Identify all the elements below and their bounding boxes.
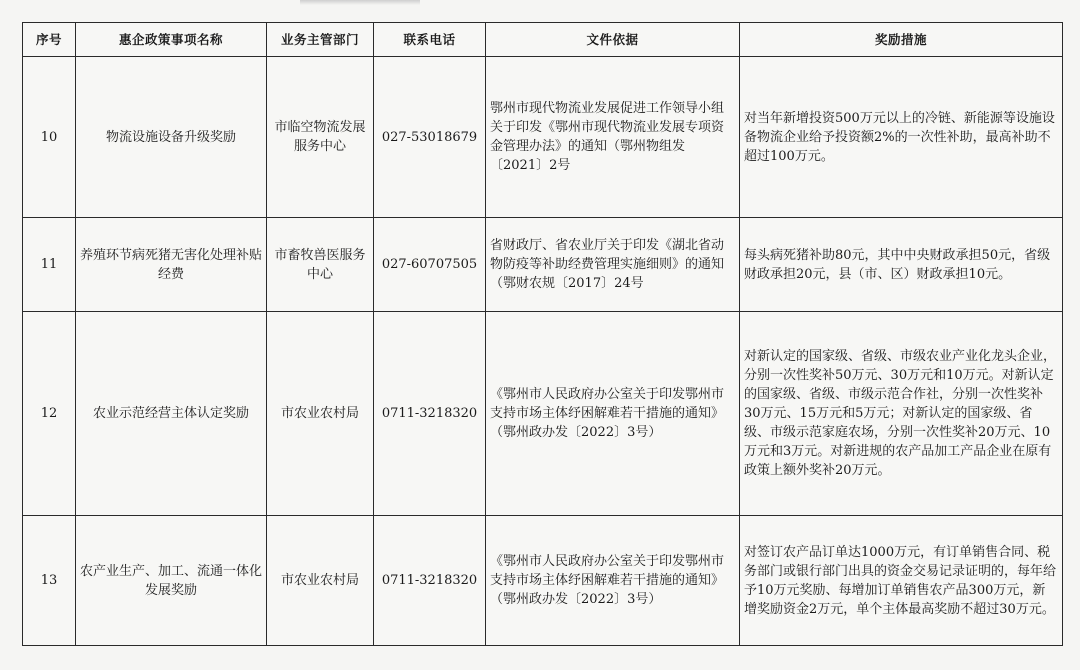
table-header-row xyxy=(23,23,1063,57)
row-seq: 10 xyxy=(23,57,76,218)
row-dept: 市农业农村局 xyxy=(267,516,374,646)
header-phone: 联系电话 xyxy=(374,23,486,57)
row-dept: 市临空物流发展服务中心 xyxy=(267,57,374,218)
row-basis: 省财政厅、省农业厅关于印发《湖北省动物防疫等补助经费管理实施细则》的通知（鄂财农规〔2017〕24号 xyxy=(486,218,740,312)
table-row xyxy=(23,312,1063,516)
row-basis: 《鄂州市人民政府办公室关于印发鄂州市支持市场主体纾困解难若干措施的通知》（鄂州政办发〔2022〕3号） xyxy=(486,312,740,516)
header-name: 惠企政策事项名称 xyxy=(76,23,267,57)
row-phone: 027-60707505 xyxy=(374,218,486,312)
header-reward: 奖励措施 xyxy=(740,23,1063,57)
header-dept: 业务主管部门 xyxy=(267,23,374,57)
scan-shadow xyxy=(300,0,420,5)
row-basis: 鄂州市现代物流业发展促进工作领导小组关于印发《鄂州市现代物流业发展专项资金管理办法》的通知（鄂州物组发〔2021〕2号 xyxy=(486,57,740,218)
header-basis: 文件依据 xyxy=(486,23,740,57)
row-seq: 13 xyxy=(23,516,76,646)
header-seq: 序号 xyxy=(23,23,76,57)
row-policy-name: 养殖环节病死猪无害化处理补贴经费 xyxy=(76,218,267,312)
row-phone: 0711-3218320 xyxy=(374,516,486,646)
table-row xyxy=(23,516,1063,646)
row-dept: 市畜牧兽医服务中心 xyxy=(267,218,374,312)
row-reward: 对当年新增投资500万元以上的冷链、新能源等设施设备物流企业给予投资额2%的一次性补助，最高补助不超过100万元。 xyxy=(740,57,1063,218)
row-phone: 0711-3218320 xyxy=(374,312,486,516)
row-dept: 市农业农村局 xyxy=(267,312,374,516)
row-reward: 每头病死猪补助80元，其中中央财政承担50元，省级财政承担20元，县（市、区）财政承担10元。 xyxy=(740,218,1063,312)
row-seq: 12 xyxy=(23,312,76,516)
policy-table xyxy=(22,22,1063,646)
row-reward: 对新认定的国家级、省级、市级农业产业化龙头企业，分别一次性奖补50万元、30万元和10万元。对新认定的国家级、省级、市级示范合作社，分别一次性奖补30万元、15万元和5万元；对新认定的国家级、省级、市级示范家庭农场，分别一次性奖补20万元、10万元和3万元。对新进规的农产品加工产品企业在原有政策上额外奖补20万元。 xyxy=(740,312,1063,516)
row-policy-name: 农业示范经营主体认定奖励 xyxy=(76,312,267,516)
row-phone: 027-53018679 xyxy=(374,57,486,218)
table-row xyxy=(23,218,1063,312)
row-reward: 对签订农产品订单达1000万元，有订单销售合同、税务部门或银行部门出具的资金交易记录证明的，每年给予10万元奖励、每增加订单销售农产品300万元，新增奖励资金2万元，单个主体最高奖励不超过30万元。 xyxy=(740,516,1063,646)
row-policy-name: 物流设施设备升级奖励 xyxy=(76,57,267,218)
table-row xyxy=(23,57,1063,218)
row-seq: 11 xyxy=(23,218,76,312)
row-basis: 《鄂州市人民政府办公室关于印发鄂州市支持市场主体纾困解难若干措施的通知》（鄂州政办发〔2022〕3号） xyxy=(486,516,740,646)
row-policy-name: 农产业生产、加工、流通一体化发展奖励 xyxy=(76,516,267,646)
